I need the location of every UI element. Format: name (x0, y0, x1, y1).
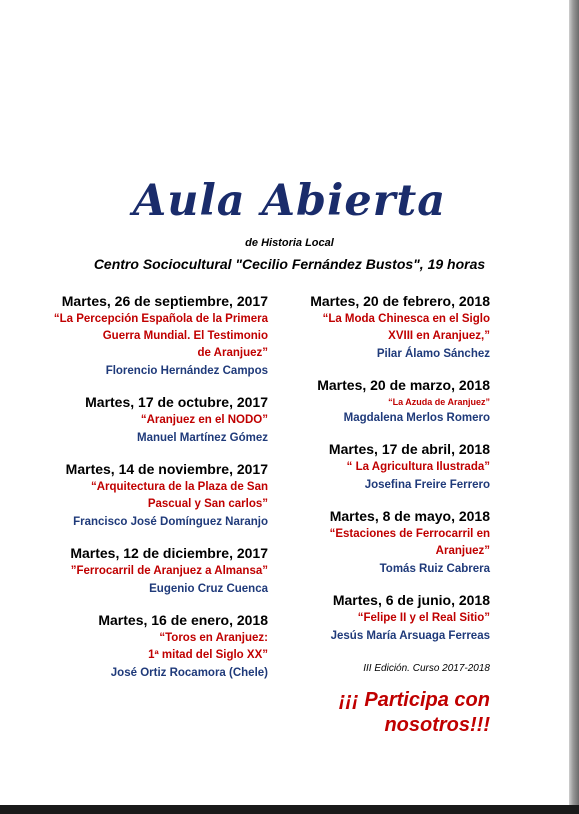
left-schedule-column (40, 292, 268, 695)
right-schedule-column (292, 292, 490, 658)
event-item (292, 440, 490, 494)
speaker-name: Pilar Álamo Sánchez (376, 348, 490, 360)
talk-title-line: “Aranjuez en el NODO” (140, 414, 268, 426)
talk-title-line: Guerra Mundial. El Testimonio (102, 330, 268, 342)
speaker-name: Josefina Freire Ferrero (364, 479, 490, 491)
talk-title-line: “Arquitectura de la Plaza de San (90, 481, 268, 493)
speaker-name: Francisco José Domínguez Naranjo (73, 516, 268, 528)
event-item (292, 376, 490, 427)
venue-line: Centro Sociocultural "Cecilio Fernández Bustos", 19 horas (93, 256, 486, 272)
bottom-border (0, 805, 579, 814)
speaker-name: Florencio Hernández Campos (105, 365, 268, 377)
talk-title-line: Pascual y San carlos” (147, 498, 268, 510)
call-to-action-line: ¡¡¡ Participa con (338, 689, 490, 711)
event-item (40, 611, 268, 682)
event-item (40, 460, 268, 531)
call-to-action (292, 688, 490, 738)
speaker-name: José Ortiz Rocamora (Chele) (110, 667, 268, 679)
event-date: Martes, 17 de octubre, 2017 (85, 394, 268, 410)
edition-note: III Edición. Curso 2017-2018 (363, 663, 490, 674)
talk-title-line: “La Percepción Española de la Primera (53, 313, 268, 325)
poster-title: Aula Abierta (132, 176, 447, 226)
speaker-name: Manuel Martínez Gómez (137, 432, 268, 444)
event-item (292, 292, 490, 363)
event-item (292, 591, 490, 645)
event-date: Martes, 20 de marzo, 2018 (317, 377, 490, 393)
event-item (40, 393, 268, 447)
event-date: Martes, 8 de mayo, 2018 (329, 508, 490, 524)
event-item (40, 292, 268, 380)
speaker-name: Tomás Ruiz Cabrera (379, 563, 490, 575)
talk-title-line: “Felipe II y el Real Sitio” (357, 612, 490, 624)
speaker-name: Jesús María Arsuaga Ferreas (330, 630, 490, 642)
talk-title-line: “La Azuda de Aranjuez” (388, 397, 490, 407)
talk-title-line: XVIII en Aranjuez,” (388, 330, 490, 342)
event-date: Martes, 20 de febrero, 2018 (310, 293, 490, 309)
event-item (40, 544, 268, 598)
event-date: Martes, 6 de junio, 2018 (332, 592, 490, 608)
talk-title-line: “Toros en Aranjuez: (159, 632, 268, 644)
speaker-name: Eugenio Cruz Cuenca (149, 583, 268, 595)
event-date: Martes, 12 de diciembre, 2017 (70, 545, 268, 561)
call-to-action-line: nosotros!!! (384, 714, 490, 736)
talk-title-line: Aranjuez” (435, 545, 490, 557)
page-edge-shadow (569, 0, 579, 814)
event-date: Martes, 17 de abril, 2018 (328, 441, 490, 457)
event-date: Martes, 26 de septiembre, 2017 (61, 293, 268, 309)
talk-title-line: “Estaciones de Ferrocarril en (329, 528, 490, 540)
talk-title-line: “ La Agricultura Ilustrada” (346, 461, 490, 473)
event-item (292, 507, 490, 578)
talk-title-line: de Aranjuez” (197, 347, 268, 359)
speaker-name: Magdalena Merlos Romero (343, 412, 490, 424)
event-date: Martes, 16 de enero, 2018 (98, 612, 268, 628)
talk-title-line: ”Ferrocarril de Aranjuez a Almansa” (70, 565, 268, 577)
talk-title-line: “La Moda Chinesca en el Siglo (322, 313, 490, 325)
talk-title-line: 1ª mitad del Siglo XX” (148, 649, 268, 661)
event-date: Martes, 14 de noviembre, 2017 (65, 461, 268, 477)
poster-subtitle: de Historia Local (245, 237, 334, 249)
